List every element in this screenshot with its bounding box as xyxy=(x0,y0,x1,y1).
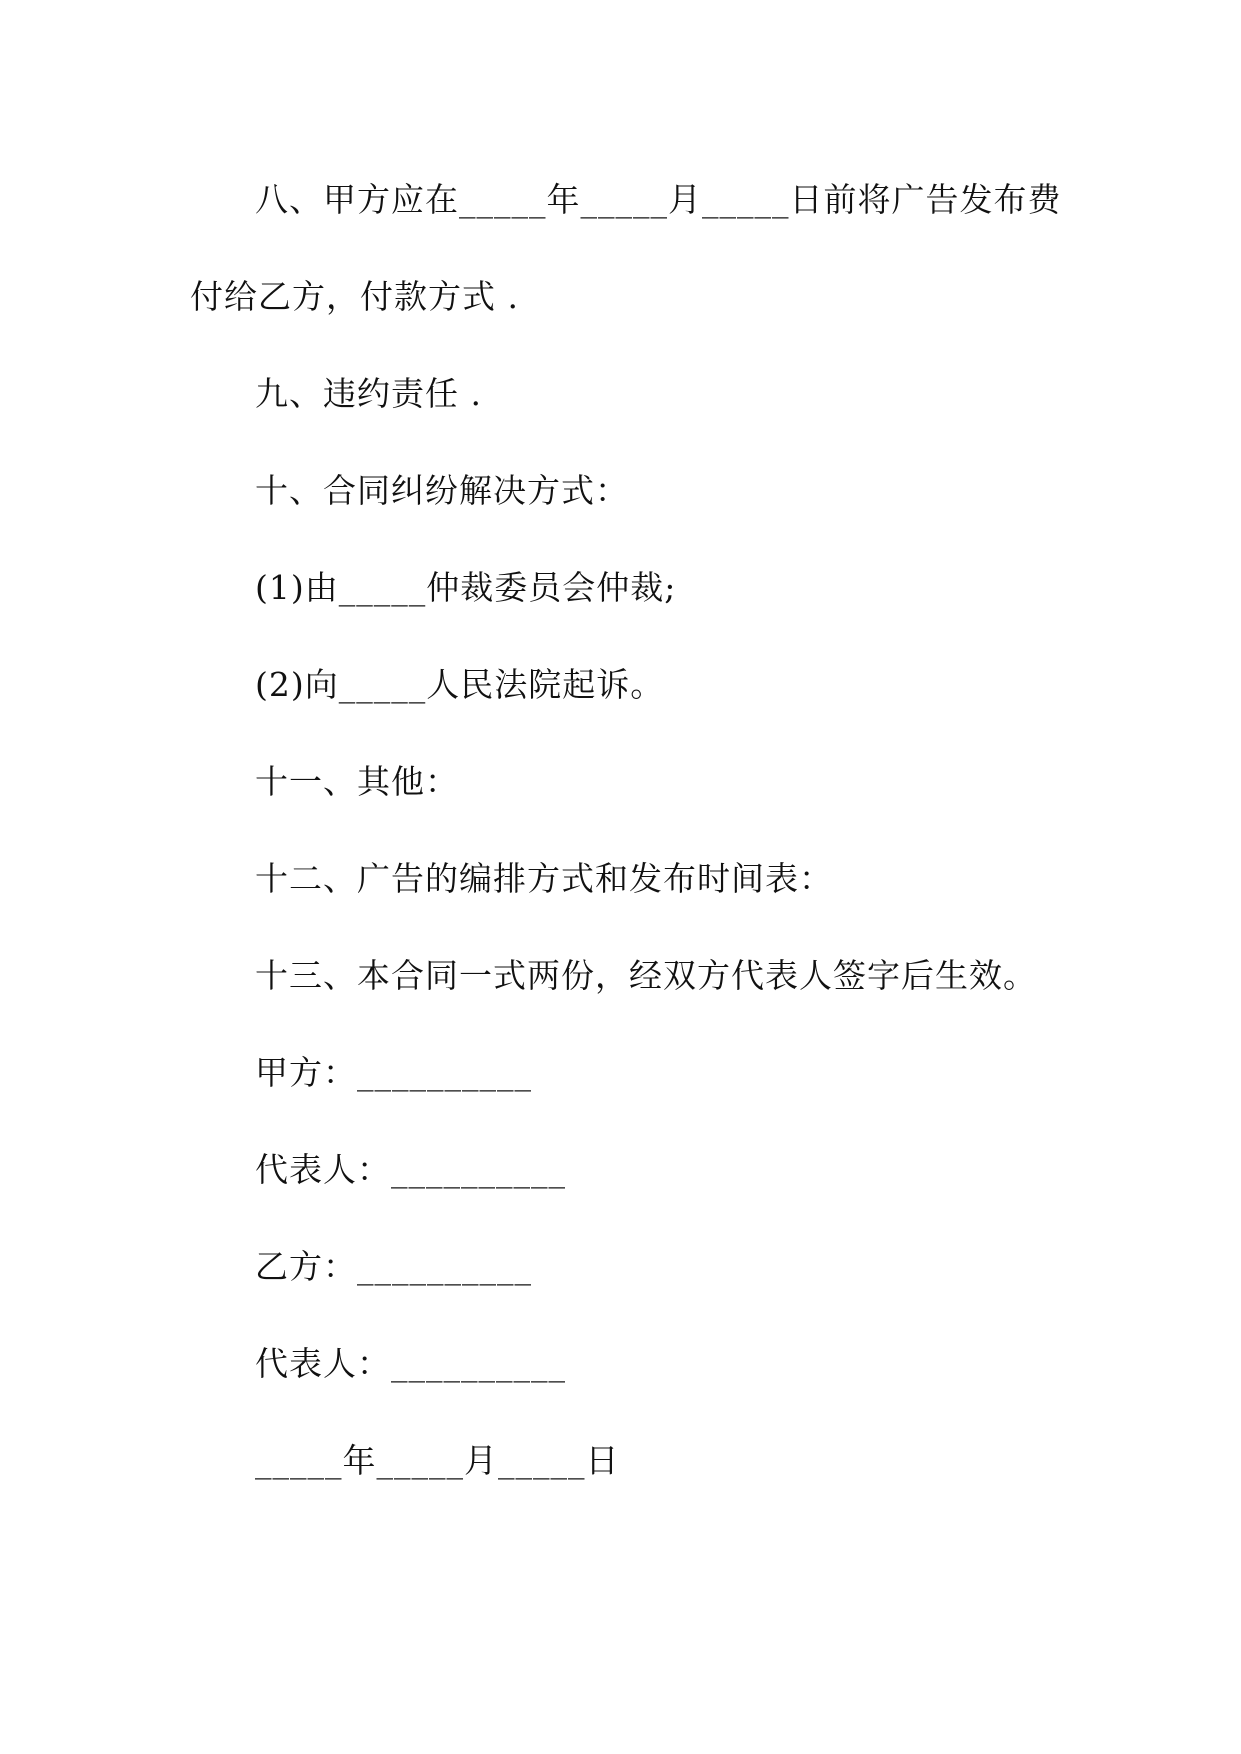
clause-10-item-2: (2)向_____人民法院起诉。 xyxy=(255,665,665,704)
party-a-representative-line: 代表人：__________ xyxy=(255,1150,566,1189)
clause-13: 十三、本合同一式两份，经双方代表人签字后生效。 xyxy=(255,956,1037,995)
clause-12: 十二、广告的编排方式和发布时间表： xyxy=(255,859,833,898)
clause-9: 九、违约责任 . xyxy=(255,374,482,413)
party-b-representative-line: 代表人：__________ xyxy=(255,1344,566,1383)
clause-10-item-1: (1)由_____仲裁委员会仲裁; xyxy=(255,568,677,607)
date-line: _____年_____月_____日 xyxy=(255,1441,620,1480)
clause-8-line-2: 付给乙方，付款方式 . xyxy=(190,277,519,316)
clause-8-line-1: 八、甲方应在_____年_____月_____日前将广告发布费 xyxy=(255,180,1062,219)
party-b-signature-line: 乙方：__________ xyxy=(255,1247,532,1286)
clause-10: 十、合同纠纷解决方式： xyxy=(255,471,629,510)
clause-11: 十一、其他： xyxy=(255,762,459,801)
party-a-signature-line: 甲方：__________ xyxy=(255,1053,532,1092)
